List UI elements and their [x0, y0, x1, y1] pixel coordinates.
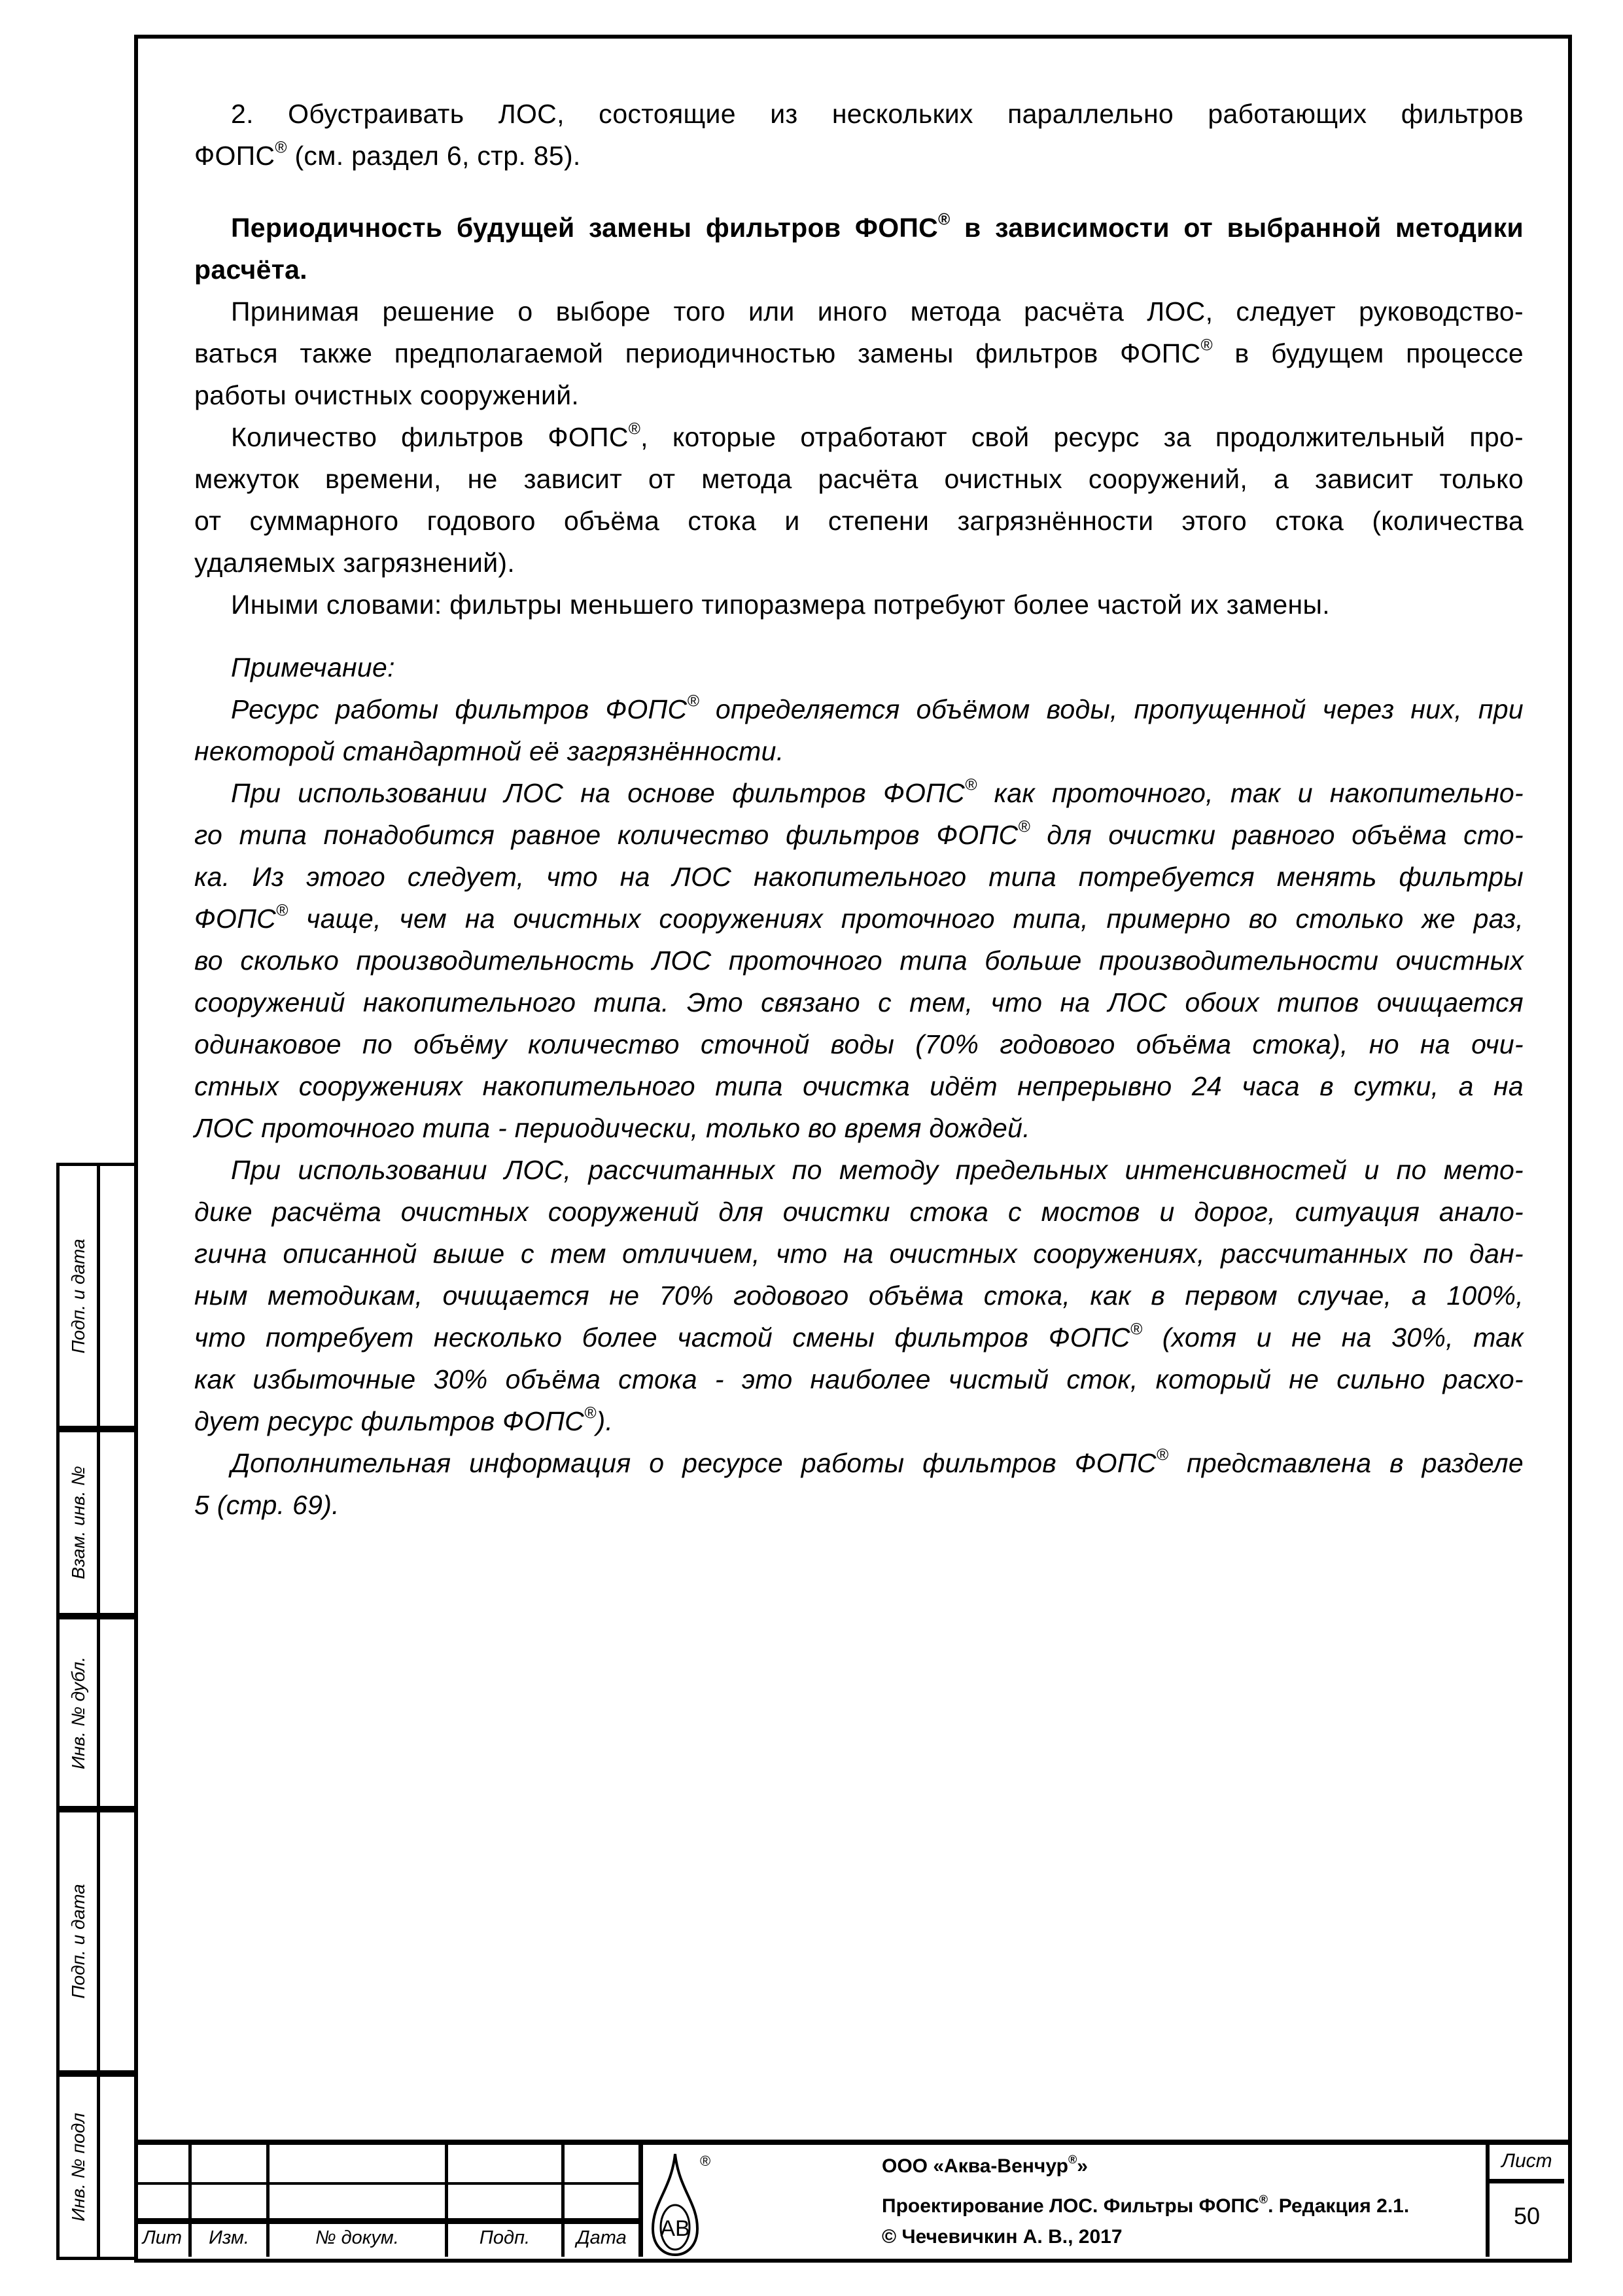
- text-line: одинаковое по объёму количество сточной воды (70% годового объёма стока), но на очи-: [194, 1029, 1524, 1059]
- stamp-original-inv: [56, 2074, 136, 2260]
- text-line: стных сооружениях накопительного типа очистка идёт непрерывно 24 часа в сутки, а на: [194, 1071, 1524, 1101]
- text-line: Иными словами: фильтры меньшего типоразмера потребуют более частой их замены.: [231, 590, 1330, 620]
- text-line: ФОПС® (см. раздел 6, стр. 85).: [194, 139, 581, 171]
- text-line: ФОПС® чаще, чем на очистных сооружениях проточного типа, примерно во столько же раз,: [194, 902, 1524, 934]
- text-line: 2. Обустраивать ЛОС, состоящие из нескольких параллельно работающих фильтров: [231, 99, 1524, 129]
- divider: [136, 2218, 640, 2224]
- text-line: ным методикам, очищается не 70% годового объёма стока, как в первом случае, а 100%,: [194, 1280, 1524, 1311]
- divider: [638, 2145, 643, 2257]
- logo-registered-mark: ®: [700, 2153, 711, 2169]
- divider: [1486, 2179, 1564, 2183]
- text-line: 5 (стр. 69).: [194, 1490, 340, 1520]
- company-name: ООО «Аква-Венчур®»: [882, 2153, 1088, 2177]
- text-line: что потребует несколько более частой смены фильтров ФОПС® (хотя и не на 30%, так: [194, 1320, 1524, 1352]
- text-line: работы очистных сооружений.: [194, 380, 580, 410]
- text-line: ваться также предполагаемой периодичностью замены фильтров ФОПС® в будущем процессе: [194, 336, 1524, 368]
- note-paragraph-4: [194, 1442, 1524, 1526]
- text-line: удаляемых загрязнений).: [194, 548, 515, 578]
- sheet-number: 50: [1513, 2202, 1541, 2229]
- text-line: ка. Из этого следует, что на ЛОС накопительного типа потребуется менять фильтры: [194, 862, 1524, 892]
- paragraph-summary: [194, 584, 1524, 626]
- text-line: ЛОС проточного типа - периодически, только во время дождей.: [194, 1113, 1030, 1143]
- stamp-signature-date-2: [56, 1809, 136, 2074]
- stamp-label: Взам. инв. №: [67, 1466, 88, 1580]
- text-line: При использовании ЛОС, рассчитанных по методу предельных интенсивностей и по мето-: [231, 1155, 1524, 1185]
- text-line: некоторой стандартной её загрязнённости.: [194, 736, 784, 766]
- note-title: [194, 646, 1524, 688]
- text-line: расчёта.: [194, 255, 307, 285]
- text-line: как избыточные 30% объёма стока - это наиболее чистый сток, который не сильно расхо-: [194, 1364, 1524, 1394]
- stamp-label: Подп. и дата: [67, 1884, 88, 1999]
- text-line: Ресурс работы фильтров ФОПС® определяется объёмом воды, пропущенной через них, при: [231, 692, 1524, 724]
- company-logo-drop-icon: [648, 2150, 726, 2259]
- column-izm: Изм.: [209, 2227, 249, 2248]
- divider: [136, 2182, 640, 2185]
- column-date: Дата: [576, 2227, 627, 2248]
- logo-text: АВ: [660, 2216, 690, 2241]
- column-signature: Подп.: [479, 2227, 531, 2248]
- text-line: дике расчёта очистных сооружений для очистки стока с мостов и дорог, ситуация анало-: [194, 1197, 1524, 1227]
- text-line: Количество фильтров ФОПС®, которые отработают свой ресурс за продолжительный про-: [231, 420, 1524, 452]
- stamp-signature-date-1: [56, 1163, 136, 1429]
- section-heading: [194, 207, 1524, 291]
- note-paragraph-3: [194, 1149, 1524, 1442]
- text-line: Примечание:: [231, 652, 395, 682]
- stamp-replace-inv: [56, 1429, 136, 1616]
- column-lit: Лит: [142, 2227, 183, 2248]
- text-line: При использовании ЛОС на основе фильтров ФОПС® как проточного, так и накопительно-: [231, 776, 1524, 808]
- page-content: [194, 93, 1524, 1526]
- project-title: Проектирование ЛОС. Фильтры ФОПС®. Редакция 2.1.: [882, 2193, 1410, 2217]
- text-line: межуток времени, не зависит от метода расчёта очистных сооружений, а зависит только: [194, 464, 1524, 494]
- paragraph-quantity: [194, 416, 1524, 584]
- stamp-label: Инв. № подл: [67, 2112, 88, 2221]
- text-line: Периодичность будущей замены фильтров ФОПС® в зависимости от выбранной методики: [231, 211, 1524, 243]
- stamp-label: Инв. № дубл.: [67, 1656, 88, 1769]
- note-paragraph-2: [194, 772, 1524, 1149]
- column-doc-number: № докум.: [315, 2227, 399, 2248]
- text-line: Дополнительная информация о ресурсе работы фильтров ФОПС® представлена в разделе: [231, 1446, 1524, 1478]
- note-paragraph-1: [194, 688, 1524, 772]
- copyright: © Чечевичкин А. В., 2017: [882, 2226, 1123, 2248]
- stamp-label: Подп. и дата: [67, 1238, 88, 1354]
- stamp-dup-inv: [56, 1616, 136, 1809]
- title-block: [136, 2140, 1568, 2257]
- paragraph-choice: [194, 291, 1524, 416]
- text-line: во сколько производительность ЛОС проточного типа больше производительности очистных: [194, 945, 1524, 976]
- paragraph-filters-parallel: [194, 93, 1524, 177]
- text-line: дует ресурс фильтров ФОПС®).: [194, 1404, 614, 1436]
- sheet-label: Лист: [1501, 2150, 1552, 2172]
- text-line: сооружений накопительного типа. Это связано с тем, что на ЛОС обоих типов очищается: [194, 987, 1524, 1017]
- text-line: Принимая решение о выборе того или иного метода расчёта ЛОС, следует руководство-: [231, 296, 1524, 327]
- text-line: от суммарного годового объёма стока и степени загрязнённости этого стока (количества: [194, 506, 1524, 536]
- text-line: гична описанной выше с тем отличием, что на очистных сооружениях, рассчитанных по дан-: [194, 1239, 1524, 1269]
- text-line: го типа понадобится равное количество фильтров ФОПС® для очистки равного объёма сто-: [194, 818, 1524, 850]
